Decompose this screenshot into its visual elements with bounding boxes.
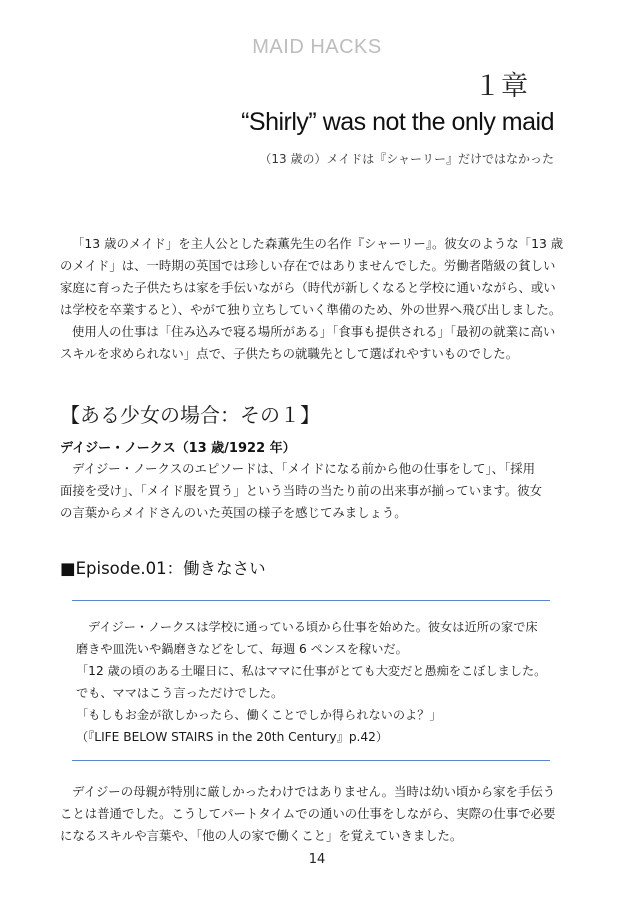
chapter-title-english: “Shirly” was not the only maid <box>241 108 554 136</box>
chapter-subtitle-japanese: （13 歳の）メイドは『シャーリー』だけではなかった <box>259 152 554 166</box>
section-heading: 【ある少女の場合：その１】 <box>60 403 320 427</box>
quote-line: でも、ママはこう言っただけでした。 <box>76 686 284 700</box>
text-line: スキルを求められない」点で、子供たちの就職先として選ばれやすいものでした。 <box>60 346 519 361</box>
text-line: デイジーの母親が特別に厳しかったわけではありません。当時は幼い頃から家を手伝う <box>72 784 556 799</box>
text-line: 家庭に育った子供たちは家を手伝いながら（時代が新しくなると学校に通いながら、或い <box>60 280 556 295</box>
closing-paragraph <box>60 781 562 847</box>
intro-paragraph <box>60 233 562 365</box>
quote-line: 「もしもお金が欲しかったら、働くことでしか得られないのよ？」 <box>76 708 442 722</box>
text-line: 使用人の仕事は「住み込みで寝る場所がある」「食事も提供される」「最初の就業に高い <box>72 324 556 339</box>
text-line: のメイド」は、一時期の英国では珍しい存在ではありませんでした。労働者階級の貧しい <box>60 258 556 273</box>
quote-line: デイジー・ノークスは学校に通っている頃から仕事を始めた。彼女は近所の家で床 <box>88 620 538 634</box>
quote-top-rule <box>72 600 550 601</box>
section-paragraph <box>60 458 562 524</box>
person-heading: デイジー・ノークス（13 歳/1922 年） <box>60 441 296 456</box>
text-line: 面接を受け」、「メイド服を買う」という当時の当たり前の出来事が揃っています。彼女 <box>60 483 542 498</box>
text-line: になるスキルや言葉や、「他の人の家で働くこと」を覚えていきました。 <box>60 828 463 843</box>
text-line: デイジー・ノークスのエピソードは、「メイドになる前から他の仕事をして」、「採用 <box>72 461 536 476</box>
quote-line: 「12 歳の頃のある土曜日に、私はママに仕事がとても大変だと愚痴をこぼしました。 <box>76 664 547 678</box>
quote-line: 磨きや皿洗いや鍋磨きなどをして、毎週 6 ペンスを稼いだ。 <box>76 642 408 656</box>
chapter-number: １章 <box>474 71 528 102</box>
quote-bottom-rule <box>72 760 550 761</box>
text-line: ことは普通でした。こうしてパートタイムでの通いの仕事をしながら、実際の仕事で必要 <box>60 806 556 821</box>
page-number: 14 <box>308 852 326 867</box>
text-line: は学校を卒業すると）、やがて独り立ちしていく準備のため、外の世界へ飛び出しました。 <box>60 302 562 317</box>
text-line: の言葉からメイドさんのいた英国の様子を感じてみましょう。 <box>60 505 407 520</box>
episode-quote <box>76 616 552 748</box>
text-line: 「13 歳のメイド」を主人公とした森薫先生の名作『シャーリー』。彼女のような「13 歳 <box>72 236 564 251</box>
quote-citation: （『LIFE BELOW STAIRS in the 20th Century』p.42） <box>76 730 389 744</box>
running-header: MAID HACKS <box>252 36 382 58</box>
episode-heading: ■Episode.01：働きなさい <box>60 559 266 578</box>
